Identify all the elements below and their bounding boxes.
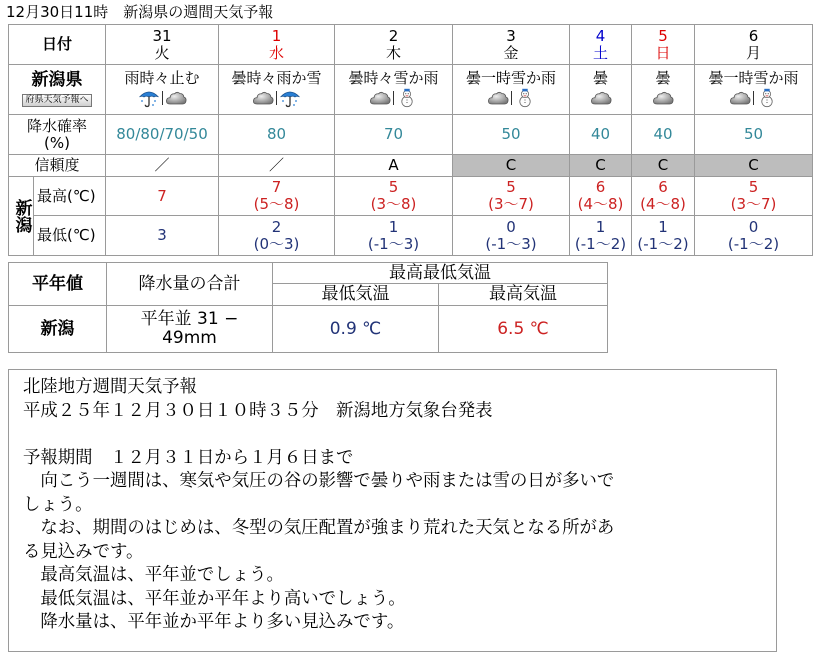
- reliability-value: C: [570, 155, 632, 177]
- low-value: 1: [595, 217, 606, 236]
- precip-value: 平年並 31 − 49mm: [107, 306, 273, 353]
- cloud-icon: [652, 88, 674, 108]
- low-range: (-1〜3): [367, 234, 420, 253]
- high-label-cell: [9, 177, 106, 233]
- weather-cell: [453, 65, 570, 115]
- high-range: (3〜8): [370, 195, 417, 213]
- day-weekday: 日: [655, 43, 671, 62]
- day-date: 3: [506, 26, 516, 45]
- region-label-cell: [9, 177, 34, 255]
- pop-value: 50: [453, 115, 570, 155]
- high-cell: [570, 177, 632, 216]
- weather-cell: [632, 65, 695, 115]
- weather-cell: [695, 65, 813, 115]
- reliability-value: C: [632, 155, 695, 177]
- precip-header: 降水量の合計: [107, 263, 273, 306]
- day-weekday: 月: [745, 43, 761, 62]
- weather-icons: [335, 87, 452, 109]
- low-cell: [453, 216, 570, 256]
- icon-separator: [753, 91, 754, 105]
- snowman-icon: [756, 88, 778, 108]
- weather-text: 曇一時雪か雨: [465, 69, 556, 87]
- weather-text: 曇: [592, 69, 608, 87]
- day-header: [219, 25, 335, 65]
- low-cell: [632, 216, 695, 256]
- day-header: [106, 25, 219, 65]
- low-range: (-1〜2): [637, 234, 689, 253]
- cloud-icon: [729, 88, 751, 108]
- low-cell: [695, 216, 813, 256]
- weather-icons: [632, 87, 694, 109]
- low-value: 2: [271, 217, 282, 236]
- pop-value: 40: [632, 115, 695, 155]
- day-header: [695, 25, 813, 65]
- day-weekday: 土: [592, 43, 608, 62]
- day-header: [453, 25, 570, 65]
- low-cell: [570, 216, 632, 256]
- weather-icons: [695, 87, 812, 109]
- high-value: 5: [748, 178, 759, 196]
- high-range: (4〜8): [640, 195, 686, 213]
- low-label: 最低(℃): [9, 216, 106, 256]
- high-range: (3〜7): [730, 195, 777, 213]
- day-weekday: 木: [385, 43, 401, 62]
- forecast-line: なお、期間のはじめは、冬型の気圧配置が強まり荒れた天気となる所があ: [23, 518, 615, 538]
- forecast-line: 最高気温は、平年並でしょう。: [23, 565, 284, 585]
- high-range: (4〜8): [577, 195, 624, 213]
- day-header: [335, 25, 453, 65]
- pop-label: 降水確率: [26, 116, 87, 135]
- high-temp-row: [9, 177, 813, 216]
- weather-cell: [219, 65, 335, 115]
- normals-region: 新潟: [9, 306, 107, 353]
- temp-header: 最高最低気温: [273, 263, 608, 284]
- low-cell: [335, 216, 453, 256]
- normals-header: 平年値: [9, 263, 107, 306]
- day-date: 2: [388, 26, 399, 45]
- day-weekday: 火: [154, 43, 170, 62]
- low-range: (-1〜2): [727, 234, 780, 253]
- high-value: 5: [506, 178, 516, 196]
- cloud-icon: [487, 88, 509, 108]
- high-cell: [632, 177, 695, 216]
- low-cell: [219, 216, 335, 256]
- cloud-icon: [252, 88, 274, 108]
- day-date: 6: [748, 26, 759, 45]
- high-cell: [453, 177, 570, 216]
- region-label: 新潟: [11, 199, 32, 233]
- day-date: 1: [271, 26, 282, 45]
- weather-text: 雨時々止む: [124, 69, 200, 87]
- weather-icons: [106, 87, 218, 109]
- forecast-line: 北陸地方週間天気予報: [23, 377, 197, 397]
- high-value: 5: [388, 178, 399, 196]
- high-cell: [335, 177, 453, 216]
- forecast-line: る見込みです。: [23, 541, 144, 562]
- forecast-line: 降水量は、平年並か平年より多い見込みです。: [23, 612, 405, 632]
- icon-separator: [276, 91, 277, 105]
- reliability-value: A: [335, 155, 453, 177]
- low-range: (-1〜2): [574, 234, 627, 253]
- weather-text: 曇: [655, 69, 671, 87]
- weather-icons: [453, 87, 569, 109]
- high-cell: [219, 177, 335, 216]
- forecast-text-box: [8, 369, 777, 652]
- day-weekday: 金: [503, 43, 519, 62]
- pref-forecast-button[interactable]: 府県天気予報へ: [22, 94, 91, 107]
- weather-cell: [106, 65, 219, 115]
- pop-row: [9, 115, 813, 155]
- high-range: (3〜7): [488, 195, 534, 213]
- weather-cell: [335, 65, 453, 115]
- reliability-value: ／: [106, 155, 219, 177]
- low-range: (-1〜3): [485, 234, 537, 253]
- low-cell: [106, 216, 219, 256]
- low-range: (0〜3): [253, 234, 300, 253]
- icon-separator: [511, 91, 512, 105]
- icon-separator: [162, 91, 163, 105]
- forecast-line: 最低気温は、平年並か平年より高いでしょう。: [23, 588, 406, 609]
- weather-text: 曇時々雪か雨: [348, 69, 439, 87]
- weather-icons: [570, 87, 631, 109]
- high-value: 6: [658, 178, 668, 196]
- high-range: (5〜8): [253, 195, 300, 213]
- day-date: 5: [658, 26, 668, 45]
- pop-value: 80: [219, 115, 335, 155]
- date-row: [9, 25, 813, 65]
- cloud-icon: [369, 88, 391, 108]
- forecast-line: [23, 423, 776, 447]
- weather-text: 曇一時雪か雨: [708, 69, 799, 87]
- weather-row: [9, 65, 813, 115]
- forecast-line: 予報期間 １２月３１日から１月６日まで: [23, 447, 354, 468]
- forecast-line: しょう。: [23, 494, 93, 515]
- max-header: 最高気温: [439, 284, 608, 306]
- low-value: 1: [388, 217, 399, 236]
- low-value: 0: [748, 217, 759, 236]
- pop-value: 40: [570, 115, 632, 155]
- date-label: 日付: [9, 25, 106, 65]
- low-value: 3: [157, 226, 167, 244]
- pop-value: 50: [695, 115, 813, 155]
- high-cell: [106, 177, 219, 216]
- min-value: 0.9 ℃: [273, 306, 439, 353]
- area-label: 新潟県: [31, 70, 83, 90]
- day-date: 4: [595, 26, 606, 45]
- weather-text: 曇時々雨か雪: [231, 69, 322, 87]
- normals-table: [8, 262, 608, 353]
- cloud-icon: [165, 88, 187, 108]
- weather-cell: [570, 65, 632, 115]
- reliability-label: 信頼度: [9, 155, 106, 177]
- low-value: 0: [506, 217, 516, 236]
- reliability-row: [9, 155, 813, 177]
- forecast-line: 平成２５年１２月３０日１０時３５分 新潟地方気象台発表: [23, 400, 493, 421]
- weekly-forecast-table: [8, 24, 813, 256]
- reliability-value: C: [695, 155, 813, 177]
- area-cell: [9, 65, 106, 115]
- forecast-line: 向こう一週間は、寒気や気圧の谷の影響で曇りや雨または雪の日が多いで: [23, 471, 615, 491]
- umbrella-icon: [279, 88, 301, 108]
- pop-unit: (%): [44, 133, 70, 152]
- high-value: 6: [595, 178, 606, 196]
- pop-label-cell: [9, 115, 106, 155]
- high-value: 7: [271, 178, 282, 196]
- icon-separator: [393, 91, 394, 105]
- min-header: 最低気温: [273, 284, 439, 306]
- low-value: 1: [658, 217, 668, 236]
- high-cell: [695, 177, 813, 216]
- day-weekday: 水: [268, 43, 284, 62]
- snowman-icon: [396, 88, 418, 108]
- snowman-icon: [514, 88, 536, 108]
- reliability-value: ／: [219, 155, 335, 177]
- page-title: 12月30日11時 新潟県の週間天気予報: [6, 3, 274, 21]
- pop-value: 70: [335, 115, 453, 155]
- high-label: 最高(℃): [37, 186, 96, 205]
- umbrella-icon: [138, 88, 160, 108]
- high-value: 7: [157, 186, 167, 205]
- day-date: 31: [152, 26, 172, 45]
- day-header: [570, 25, 632, 65]
- cloud-icon: [590, 88, 612, 108]
- reliability-value: C: [453, 155, 570, 177]
- pop-value: 80/80/70/50: [106, 115, 219, 155]
- weather-icons: [219, 87, 334, 109]
- max-value: 6.5 ℃: [439, 306, 608, 353]
- low-temp-row: [9, 216, 813, 256]
- day-header: [632, 25, 695, 65]
